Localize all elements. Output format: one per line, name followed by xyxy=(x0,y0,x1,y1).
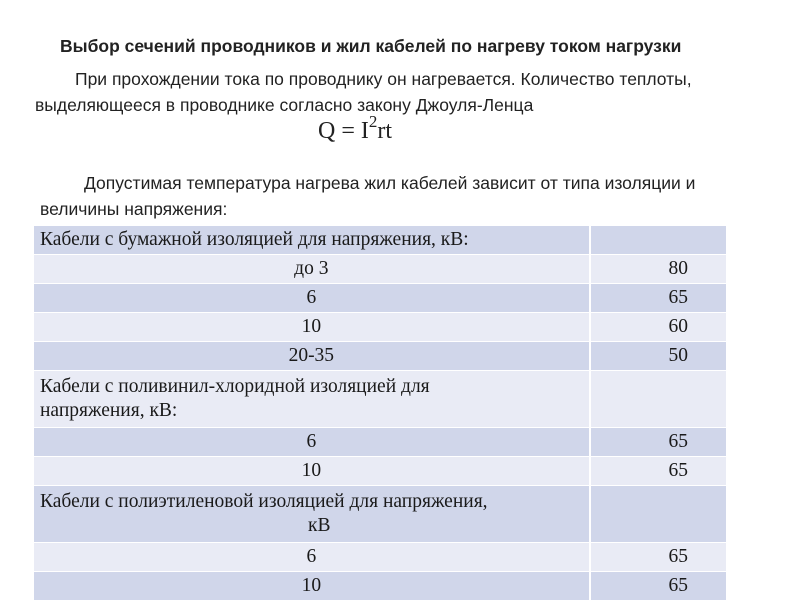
empty-cell xyxy=(590,371,726,428)
temperature-cell: 65 xyxy=(590,457,726,486)
formula-exponent: 2 xyxy=(368,112,378,131)
formula-tail: rt xyxy=(377,118,393,144)
paper-header-cell: Кабели с бумажной изоляцией для напряжения, кВ: xyxy=(34,226,590,255)
page-title: Выбор сечений проводников и жил кабелей по нагреву током нагрузки xyxy=(60,36,682,56)
table-row xyxy=(34,428,726,457)
voltage-cell: 6 xyxy=(34,284,590,313)
voltage-cell: до 3 xyxy=(34,255,590,284)
temperature-line-2: величины напряжения: xyxy=(40,199,228,219)
table-row-pvc-header xyxy=(34,371,726,428)
voltage-cell: 10 xyxy=(34,457,590,486)
voltage-cell: 20-35 xyxy=(34,342,590,371)
temperature-cell: 65 xyxy=(590,543,726,572)
temperature-cell: 65 xyxy=(590,428,726,457)
intro-paragraph xyxy=(35,66,800,118)
pe-header-line-1: Кабели с полиэтиленовой изоляцией для напряжения, xyxy=(40,491,488,512)
voltage-cell: 6 xyxy=(34,428,590,457)
table-row xyxy=(34,572,726,601)
temperature-cell: 60 xyxy=(590,313,726,342)
temperature-cell: 65 xyxy=(590,572,726,601)
voltage-cell: 10 xyxy=(34,313,590,342)
pvc-header-cell xyxy=(34,371,590,428)
temperature-cell: 50 xyxy=(590,342,726,371)
pvc-header-line-1: Кабели с поливинил-хлоридной изоляцией для xyxy=(40,376,430,397)
temperature-table xyxy=(34,225,726,601)
temperature-cell: 65 xyxy=(590,284,726,313)
table-row-pe-header xyxy=(34,486,726,543)
table-row xyxy=(34,313,726,342)
pe-header-line-2: кВ xyxy=(308,515,331,536)
table-row xyxy=(34,284,726,313)
temperature-line-1: Допустимая температура нагрева жил кабелей зависит от типа изоляции и xyxy=(84,173,696,193)
voltage-cell: 6 xyxy=(34,543,590,572)
pe-header-cell xyxy=(34,486,590,543)
joule-lenz-formula xyxy=(318,112,393,145)
pvc-header-line-2: напряжения, кВ: xyxy=(40,400,178,421)
table-row xyxy=(34,457,726,486)
table-row xyxy=(34,543,726,572)
intro-line-1: При прохождении тока по проводнику он нагревается. Количество теплоты, xyxy=(75,69,692,89)
intro-line-2: выделяющееся в проводнике согласно закону Джоуля-Ленца xyxy=(35,95,534,115)
table-row xyxy=(34,255,726,284)
formula-base: Q = I xyxy=(318,118,369,144)
table-row xyxy=(34,342,726,371)
empty-cell xyxy=(590,226,726,255)
empty-cell xyxy=(590,486,726,543)
voltage-cell: 10 xyxy=(34,572,590,601)
temperature-cell: 80 xyxy=(590,255,726,284)
temperature-paragraph xyxy=(40,170,800,222)
table-row-paper-header xyxy=(34,226,726,255)
